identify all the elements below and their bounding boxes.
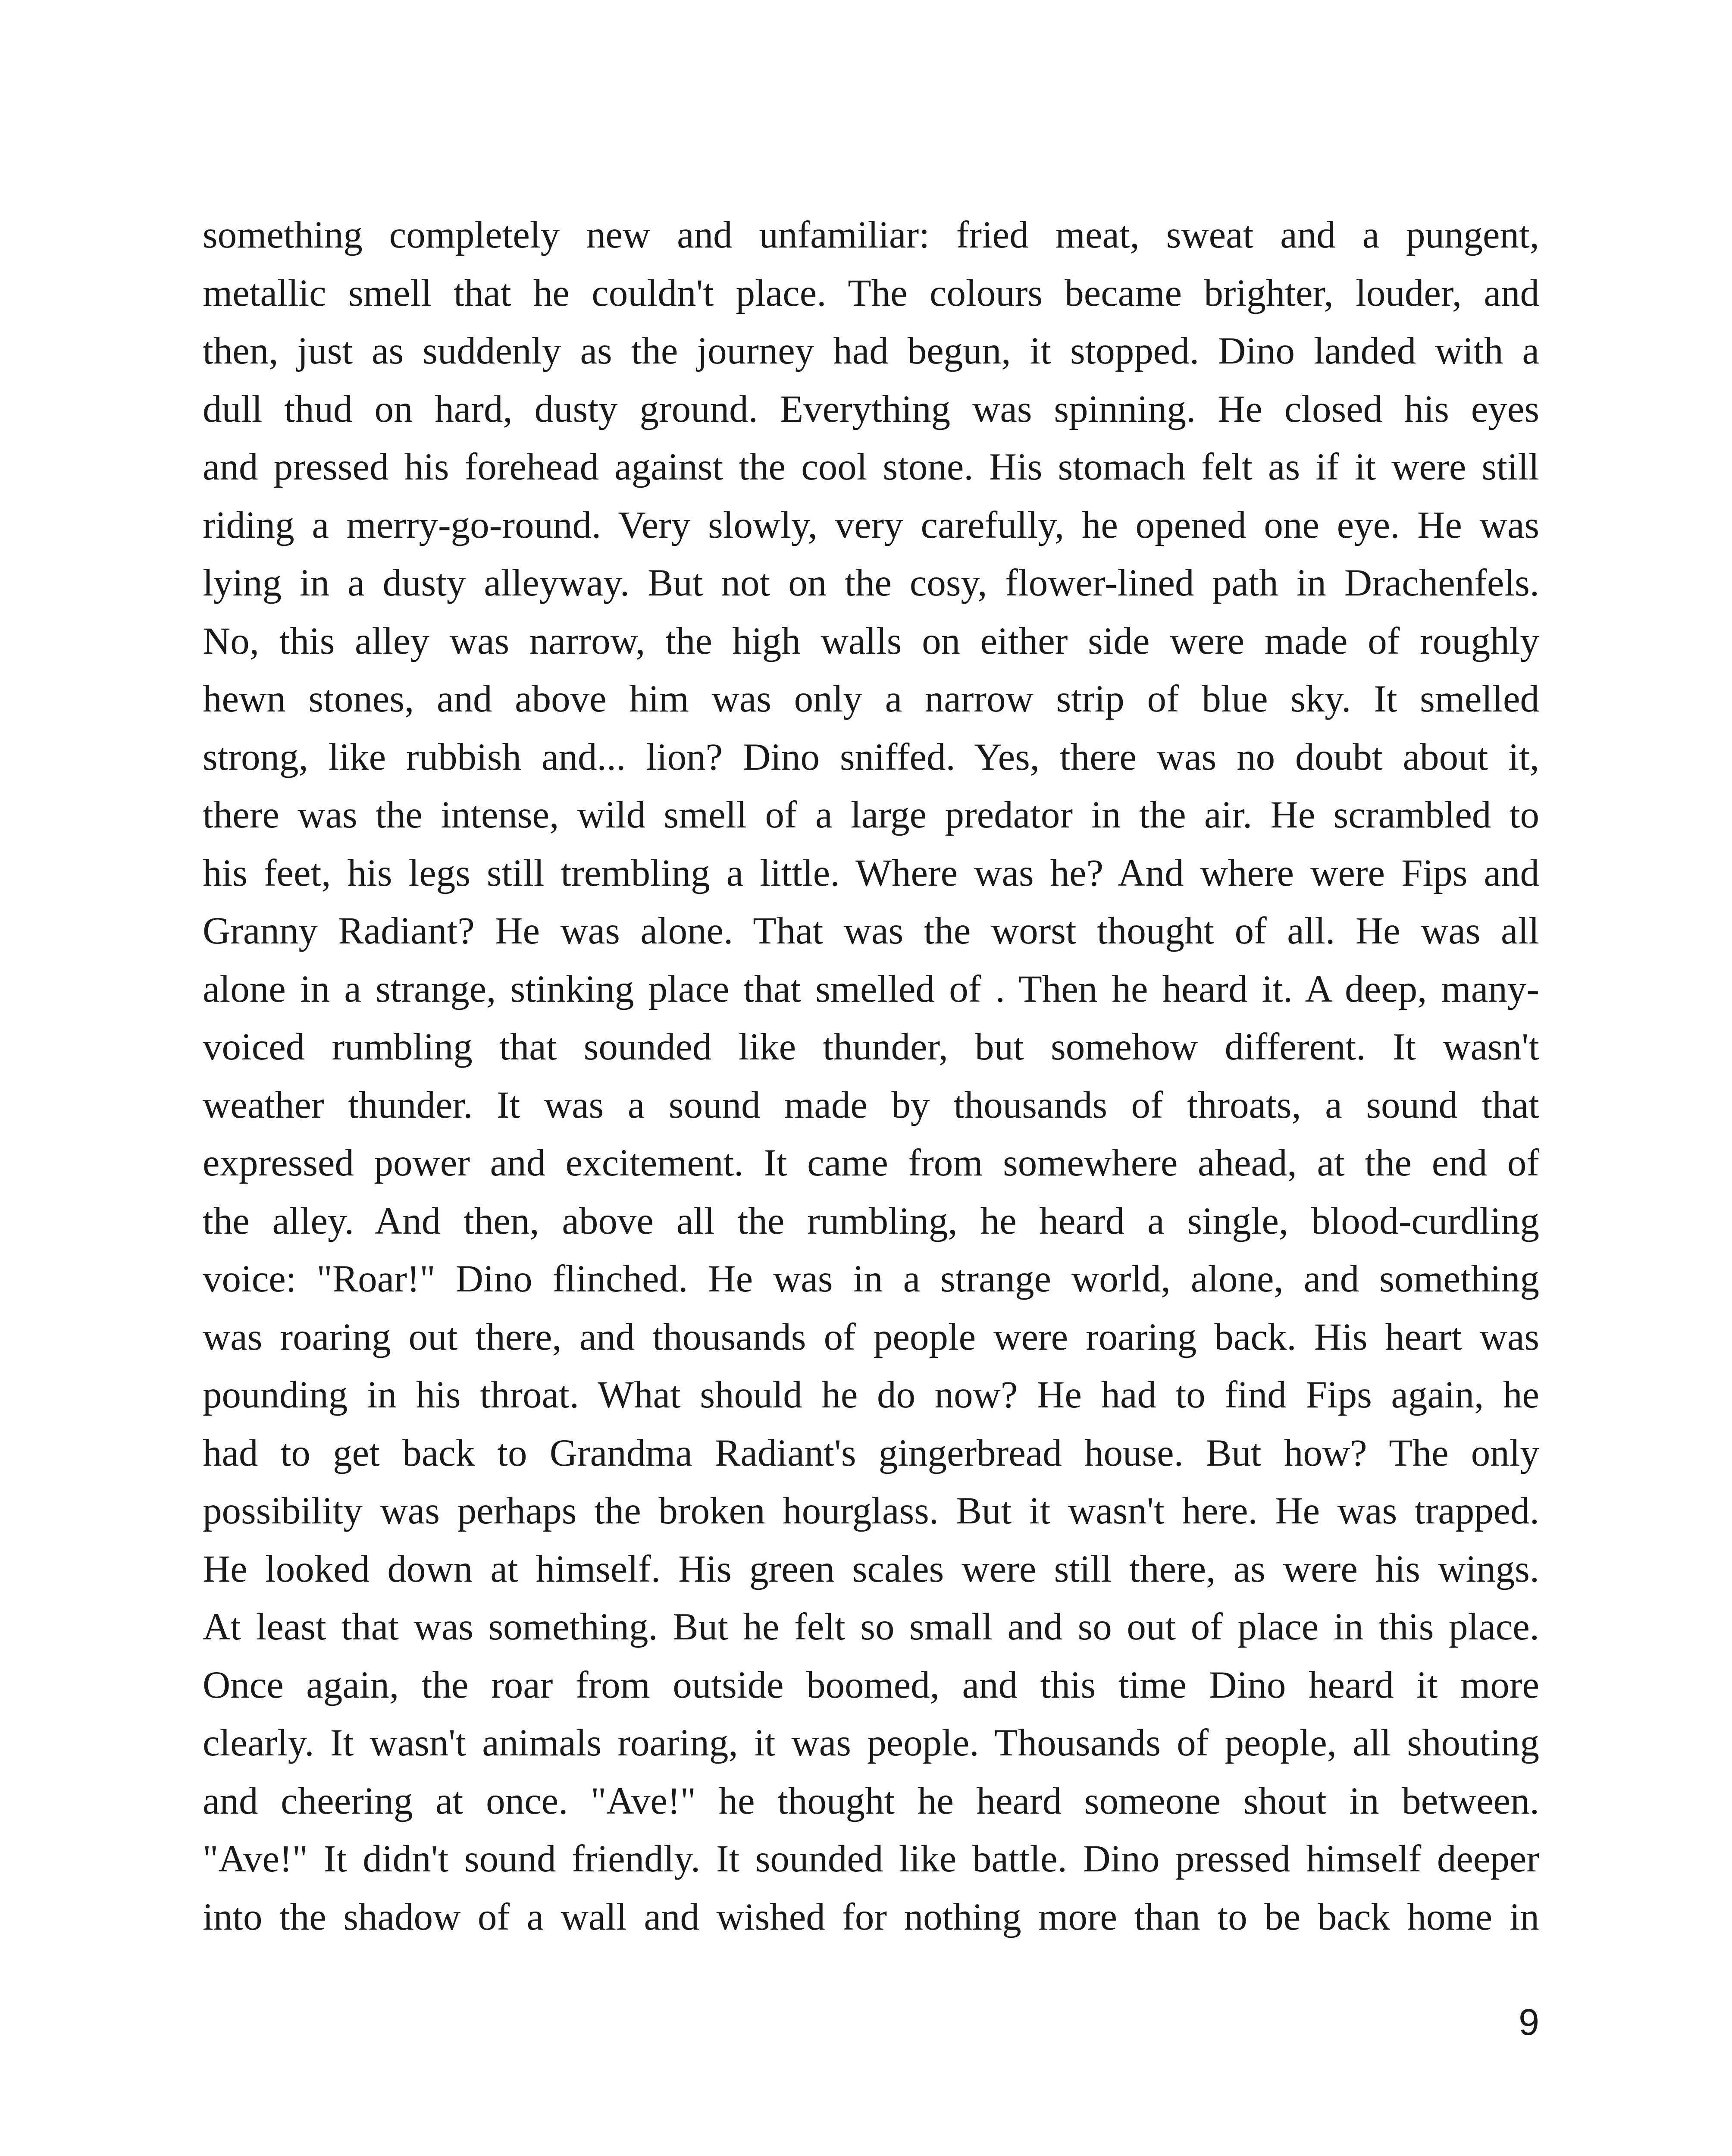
text-line: He looked down at himself. His green scales were still there, as were his wings. <box>203 1548 1539 1590</box>
text-line: something completely new and unfamiliar: fried meat, sweat and a pungent, <box>203 214 1539 256</box>
text-line: clearly. It wasn't animals roaring, it was people. Thousands of people, all shouting <box>203 1722 1539 1764</box>
text-line: expressed power and excitement. It came from somewhere ahead, at the end of <box>203 1142 1539 1184</box>
text-line: lying in a dusty alleyway. But not on the cosy, flower-lined path in Drachenfels. <box>203 562 1539 604</box>
text-line: riding a merry-go-round. Very slowly, very carefully, he opened one eye. He was <box>203 504 1539 546</box>
text-line: metallic smell that he couldn't place. The colours became brighter, louder, and <box>203 272 1539 314</box>
text-line: was roaring out there, and thousands of people were roaring back. His heart was <box>203 1316 1539 1358</box>
text-line: Granny Radiant? He was alone. That was the worst thought of all. He was all <box>203 910 1539 952</box>
text-line: No, this alley was narrow, the high walls on either side were made of roughly <box>203 620 1539 662</box>
text-line: pounding in his throat. What should he do now? He had to find Fips again, he <box>203 1374 1539 1416</box>
text-line: his feet, his legs still trembling a little. Where was he? And where were Fips and <box>203 852 1539 894</box>
text-line: Once again, the roar from outside boomed, and this time Dino heard it more <box>203 1664 1539 1706</box>
text-line: there was the intense, wild smell of a large predator in the air. He scrambled to <box>203 794 1539 836</box>
text-line: alone in a strange, stinking place that smelled of . Then he heard it. A deep, many- <box>203 968 1539 1010</box>
text-line: had to get back to Grandma Radiant's gingerbread house. But how? The only <box>203 1432 1539 1474</box>
text-line: and cheering at once. "Ave!" he thought he heard someone shout in between. <box>203 1780 1539 1822</box>
text-line: hewn stones, and above him was only a narrow strip of blue sky. It smelled <box>203 678 1539 720</box>
text-line: voiced rumbling that sounded like thunder, but somehow different. It wasn't <box>203 1026 1539 1068</box>
text-line: dull thud on hard, dusty ground. Everything was spinning. He closed his eyes <box>203 388 1539 430</box>
text-line: voice: "Roar!" Dino flinched. He was in a strange world, alone, and something <box>203 1258 1539 1300</box>
text-line: possibility was perhaps the broken hourglass. But it wasn't here. He was trapped. <box>203 1490 1539 1532</box>
text-line: strong, like rubbish and... lion? Dino sniffed. Yes, there was no doubt about it, <box>203 736 1539 778</box>
text-line: then, just as suddenly as the journey had begun, it stopped. Dino landed with a <box>203 330 1539 372</box>
text-line: At least that was something. But he felt so small and so out of place in this place. <box>203 1606 1539 1648</box>
text-line: weather thunder. It was a sound made by thousands of throats, a sound that <box>203 1084 1539 1126</box>
text-line: into the shadow of a wall and wished for nothing more than to be back home in <box>203 1896 1539 1938</box>
text-line: the alley. And then, above all the rumbling, he heard a single, blood-curdling <box>203 1200 1539 1242</box>
text-line: "Ave!" It didn't sound friendly. It sounded like battle. Dino pressed himself deeper <box>203 1838 1539 1880</box>
page-number: 9 <box>1519 2002 1539 2043</box>
body-text <box>203 206 1539 1946</box>
text-line: and pressed his forehead against the cool stone. His stomach felt as if it were still <box>203 446 1539 488</box>
